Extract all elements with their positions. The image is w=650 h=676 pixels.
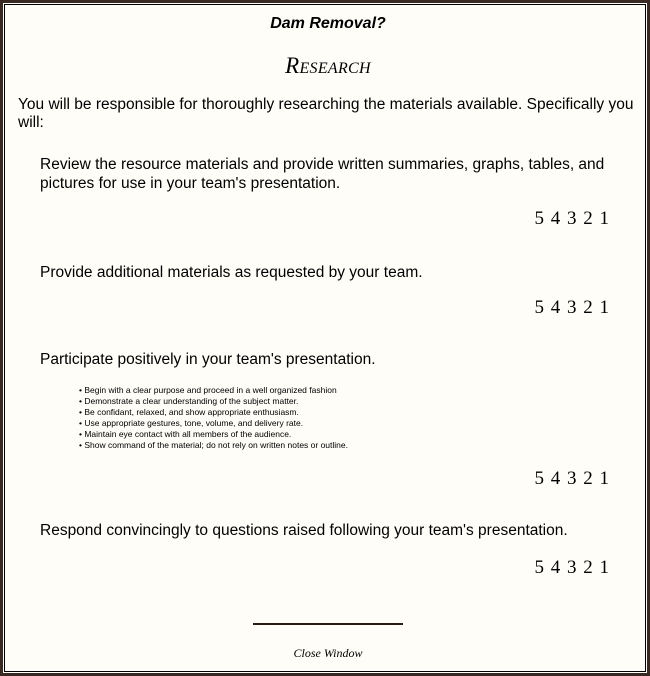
footer-divider (253, 623, 403, 625)
task-item-respond: Respond convincingly to questions raised following your team's presentation. (40, 522, 568, 539)
list-item: • Be confidant, relaxed, and show appropriate enthusiasm. (79, 407, 479, 418)
page-header: Dam Removal? (270, 15, 386, 32)
rating-scale-respond: 5 4 3 2 1 (534, 557, 610, 578)
rating-scale-additional-materials: 5 4 3 2 1 (534, 297, 610, 318)
list-item: • Use appropriate gestures, tone, volume, and delivery rate. (79, 418, 479, 429)
task-item-additional-materials: Provide additional materials as requested by your team. (40, 264, 423, 281)
task-item-review: Review the resource materials and provide written summaries, graphs, tables, and pictures for use in your team's presentation. (40, 156, 605, 192)
list-item: • Show command of the material; do not rely on written notes or outline. (79, 440, 479, 451)
participation-criteria-list (79, 385, 479, 451)
rating-scale-participate: 5 4 3 2 1 (534, 468, 610, 489)
close-window-link[interactable]: Close Window (293, 646, 363, 660)
list-item: • Demonstrate a clear understanding of the subject matter. (79, 396, 479, 407)
rating-scale-review: 5 4 3 2 1 (534, 208, 610, 229)
task-item-participate: Participate positively in your team's presentation. (40, 351, 376, 368)
list-item: • Begin with a clear purpose and proceed in a well organized fashion (79, 385, 479, 396)
page-title: Research (285, 53, 371, 78)
list-item: • Maintain eye contact with all members of the audience. (79, 429, 479, 440)
intro-text: You will be responsible for thoroughly researching the materials available. Specifically you will: (18, 96, 634, 131)
